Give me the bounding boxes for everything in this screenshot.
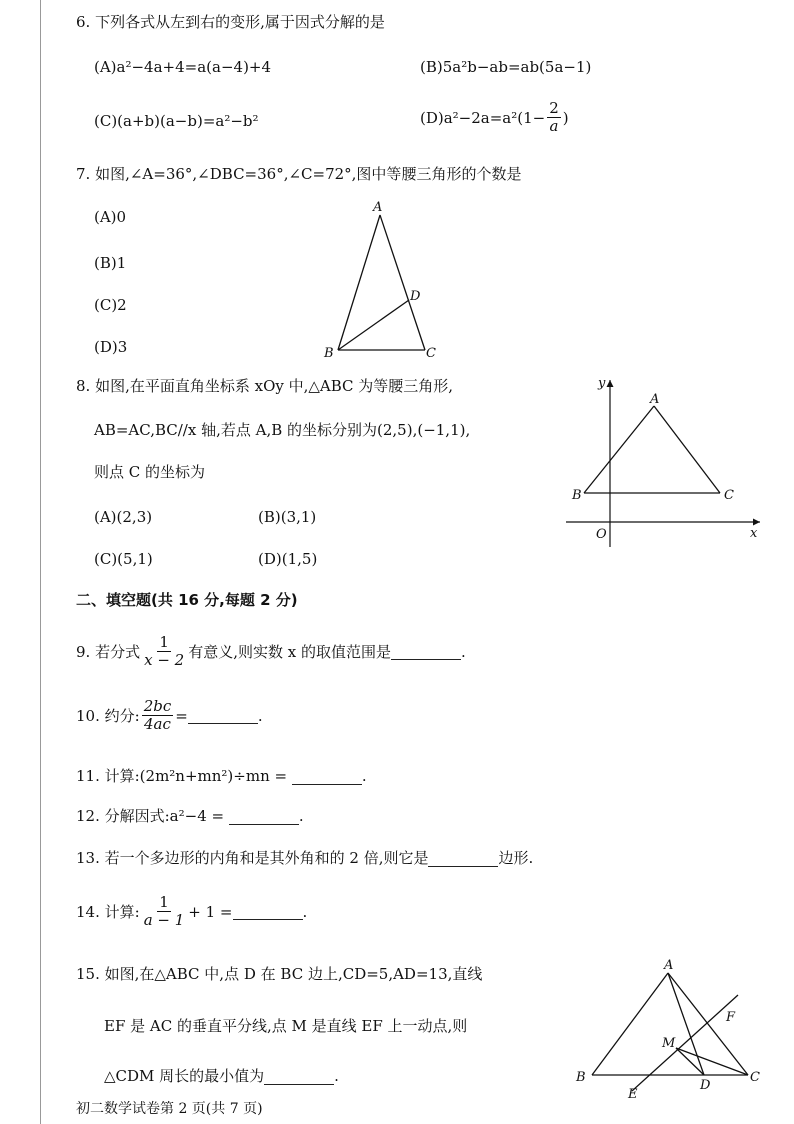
q6-stem: 6. 下列各式从左到右的变形,属于因式分解的是 xyxy=(76,13,385,31)
q10-fraction xyxy=(142,698,174,734)
q15-side-ab xyxy=(592,973,668,1075)
q7-option-c: (C)2 xyxy=(94,296,127,314)
q10-denominator: 4ac xyxy=(144,715,171,734)
q8-label-o: O xyxy=(596,527,607,542)
q12-answer-blank[interactable] xyxy=(229,809,299,825)
q9 xyxy=(76,634,466,670)
q6-option-d-suffix: ) xyxy=(562,108,569,127)
q8-line1: 8. 如图,在平面直角坐标系 xOy 中,△ABC 为等腰三角形, xyxy=(76,377,454,395)
q11-end: . xyxy=(361,767,367,785)
q6-d-denominator: a xyxy=(549,117,559,136)
q7-label-a: A xyxy=(373,200,383,215)
q7-option-a: (A)0 xyxy=(94,208,127,226)
q8-label-y: y xyxy=(598,376,606,391)
q15-answer-blank[interactable] xyxy=(264,1069,334,1085)
q7-option-d: (D)3 xyxy=(94,338,128,356)
q12 xyxy=(76,808,304,825)
q14-prefix: 14. 计算: xyxy=(76,902,140,921)
q13-suffix: 边形. xyxy=(498,849,534,867)
q9-fraction xyxy=(142,634,186,670)
q11-answer-blank[interactable] xyxy=(292,769,362,785)
q15-label-m: M xyxy=(662,1036,676,1051)
q15-label-b: B xyxy=(576,1070,586,1085)
q14 xyxy=(76,894,307,930)
q10-numerator: 2bc xyxy=(143,697,172,715)
q7-option-b: (B)1 xyxy=(94,254,127,272)
q10-answer-blank[interactable] xyxy=(188,708,258,724)
q6-option-d-prefix: (D)a²−2a=a²(1− xyxy=(420,108,546,127)
q14-suffix: + 1 = xyxy=(188,902,233,921)
q8-option-d: (D)(1,5) xyxy=(258,550,318,568)
q15-line2: EF 是 AC 的垂直平分线,点 M 是直线 EF 上一动点,则 xyxy=(104,1017,468,1035)
q8-option-a: (A)(2,3) xyxy=(94,508,153,526)
q9-suffix: 有意义,则实数 x 的取值范围是 xyxy=(188,642,391,661)
q10-equals: = xyxy=(175,706,188,725)
q14-answer-blank[interactable] xyxy=(233,904,303,920)
q8-line3: 则点 C 的坐标为 xyxy=(94,463,206,481)
q12-text: 12. 分解因式:a²−4 = xyxy=(76,807,229,825)
q14-numerator: 1 xyxy=(159,893,169,911)
q7-triangle-figure xyxy=(310,195,460,365)
q11 xyxy=(76,768,367,785)
q8-option-b: (B)(3,1) xyxy=(258,508,317,526)
q15-triangle-figure xyxy=(570,955,770,1100)
q14-fraction xyxy=(142,894,187,930)
q6-option-d xyxy=(420,100,569,136)
q14-denominator: a − 1 xyxy=(143,911,185,930)
q6-option-c: (C)(a+b)(a−b)=a²−b² xyxy=(94,112,259,130)
q8-label-c: C xyxy=(724,488,734,503)
q7-segment-bd xyxy=(338,300,409,350)
q8-label-a: A xyxy=(650,392,660,407)
q15-line1: 15. 如图,在△ABC 中,点 D 在 BC 边上,CD=5,AD=13,直线 xyxy=(76,965,483,983)
q15-end: . xyxy=(334,1067,339,1085)
q10-prefix: 10. 约分: xyxy=(76,706,140,725)
q9-denominator: x − 2 xyxy=(144,651,185,670)
q15-label-c: C xyxy=(750,1070,760,1085)
q14-end: . xyxy=(302,902,308,921)
q13-answer-blank[interactable] xyxy=(428,851,498,867)
q15-label-d: D xyxy=(700,1078,711,1093)
q15-label-e: E xyxy=(628,1087,638,1100)
q7-label-b: B xyxy=(324,346,334,361)
q7-stem: 7. 如图,∠A=36°,∠DBC=36°,∠C=72°,图中等腰三角形的个数是 xyxy=(76,165,522,183)
q6-option-a: (A)a²−4a+4=a(a−4)+4 xyxy=(94,58,272,76)
q8-line2: AB=AC,BC//x 轴,若点 A,B 的坐标分别为(2,5),(−1,1), xyxy=(94,421,471,439)
q7-side-ab xyxy=(338,215,380,350)
section-fill-in-title: 二、填空题(共 16 分,每题 2 分) xyxy=(76,591,298,609)
q11-text: 11. 计算:(2m²n+mn²)÷mn = xyxy=(76,767,292,785)
q9-prefix: 9. 若分式 xyxy=(76,642,141,661)
q13 xyxy=(76,850,533,867)
q15-label-a: A xyxy=(664,958,674,973)
q12-end: . xyxy=(298,807,304,825)
q15-line3 xyxy=(104,1068,339,1085)
q8-coordinate-figure xyxy=(560,372,770,552)
q6-option-d-fraction xyxy=(547,100,561,136)
q9-numerator: 1 xyxy=(159,633,169,651)
q7-side-ac xyxy=(380,215,425,350)
q15-label-f: F xyxy=(726,1010,736,1025)
q8-label-b: B xyxy=(572,488,582,503)
q8-side-ab xyxy=(584,406,654,493)
q9-answer-blank[interactable] xyxy=(391,644,461,660)
q8-label-x: x xyxy=(750,526,758,541)
q10 xyxy=(76,698,263,734)
page-margin-line xyxy=(40,0,41,1124)
q8-option-c: (C)(5,1) xyxy=(94,550,153,568)
q6-d-numerator: 2 xyxy=(549,99,559,117)
q7-label-c: C xyxy=(426,346,436,361)
q9-end: . xyxy=(460,642,466,661)
q7-label-d: D xyxy=(410,289,421,304)
q6-option-b: (B)5a²b−ab=ab(5a−1) xyxy=(420,58,592,76)
q13-prefix: 13. 若一个多边形的内角和是其外角和的 2 倍,则它是 xyxy=(76,849,429,867)
page-footer: 初二数学试卷第 2 页(共 7 页) xyxy=(76,1101,263,1117)
q15-line3-text: △CDM 周长的最小值为 xyxy=(104,1067,265,1085)
q10-end: . xyxy=(257,706,263,725)
q8-side-ac xyxy=(654,406,720,493)
q15-segment-ad xyxy=(668,973,704,1075)
